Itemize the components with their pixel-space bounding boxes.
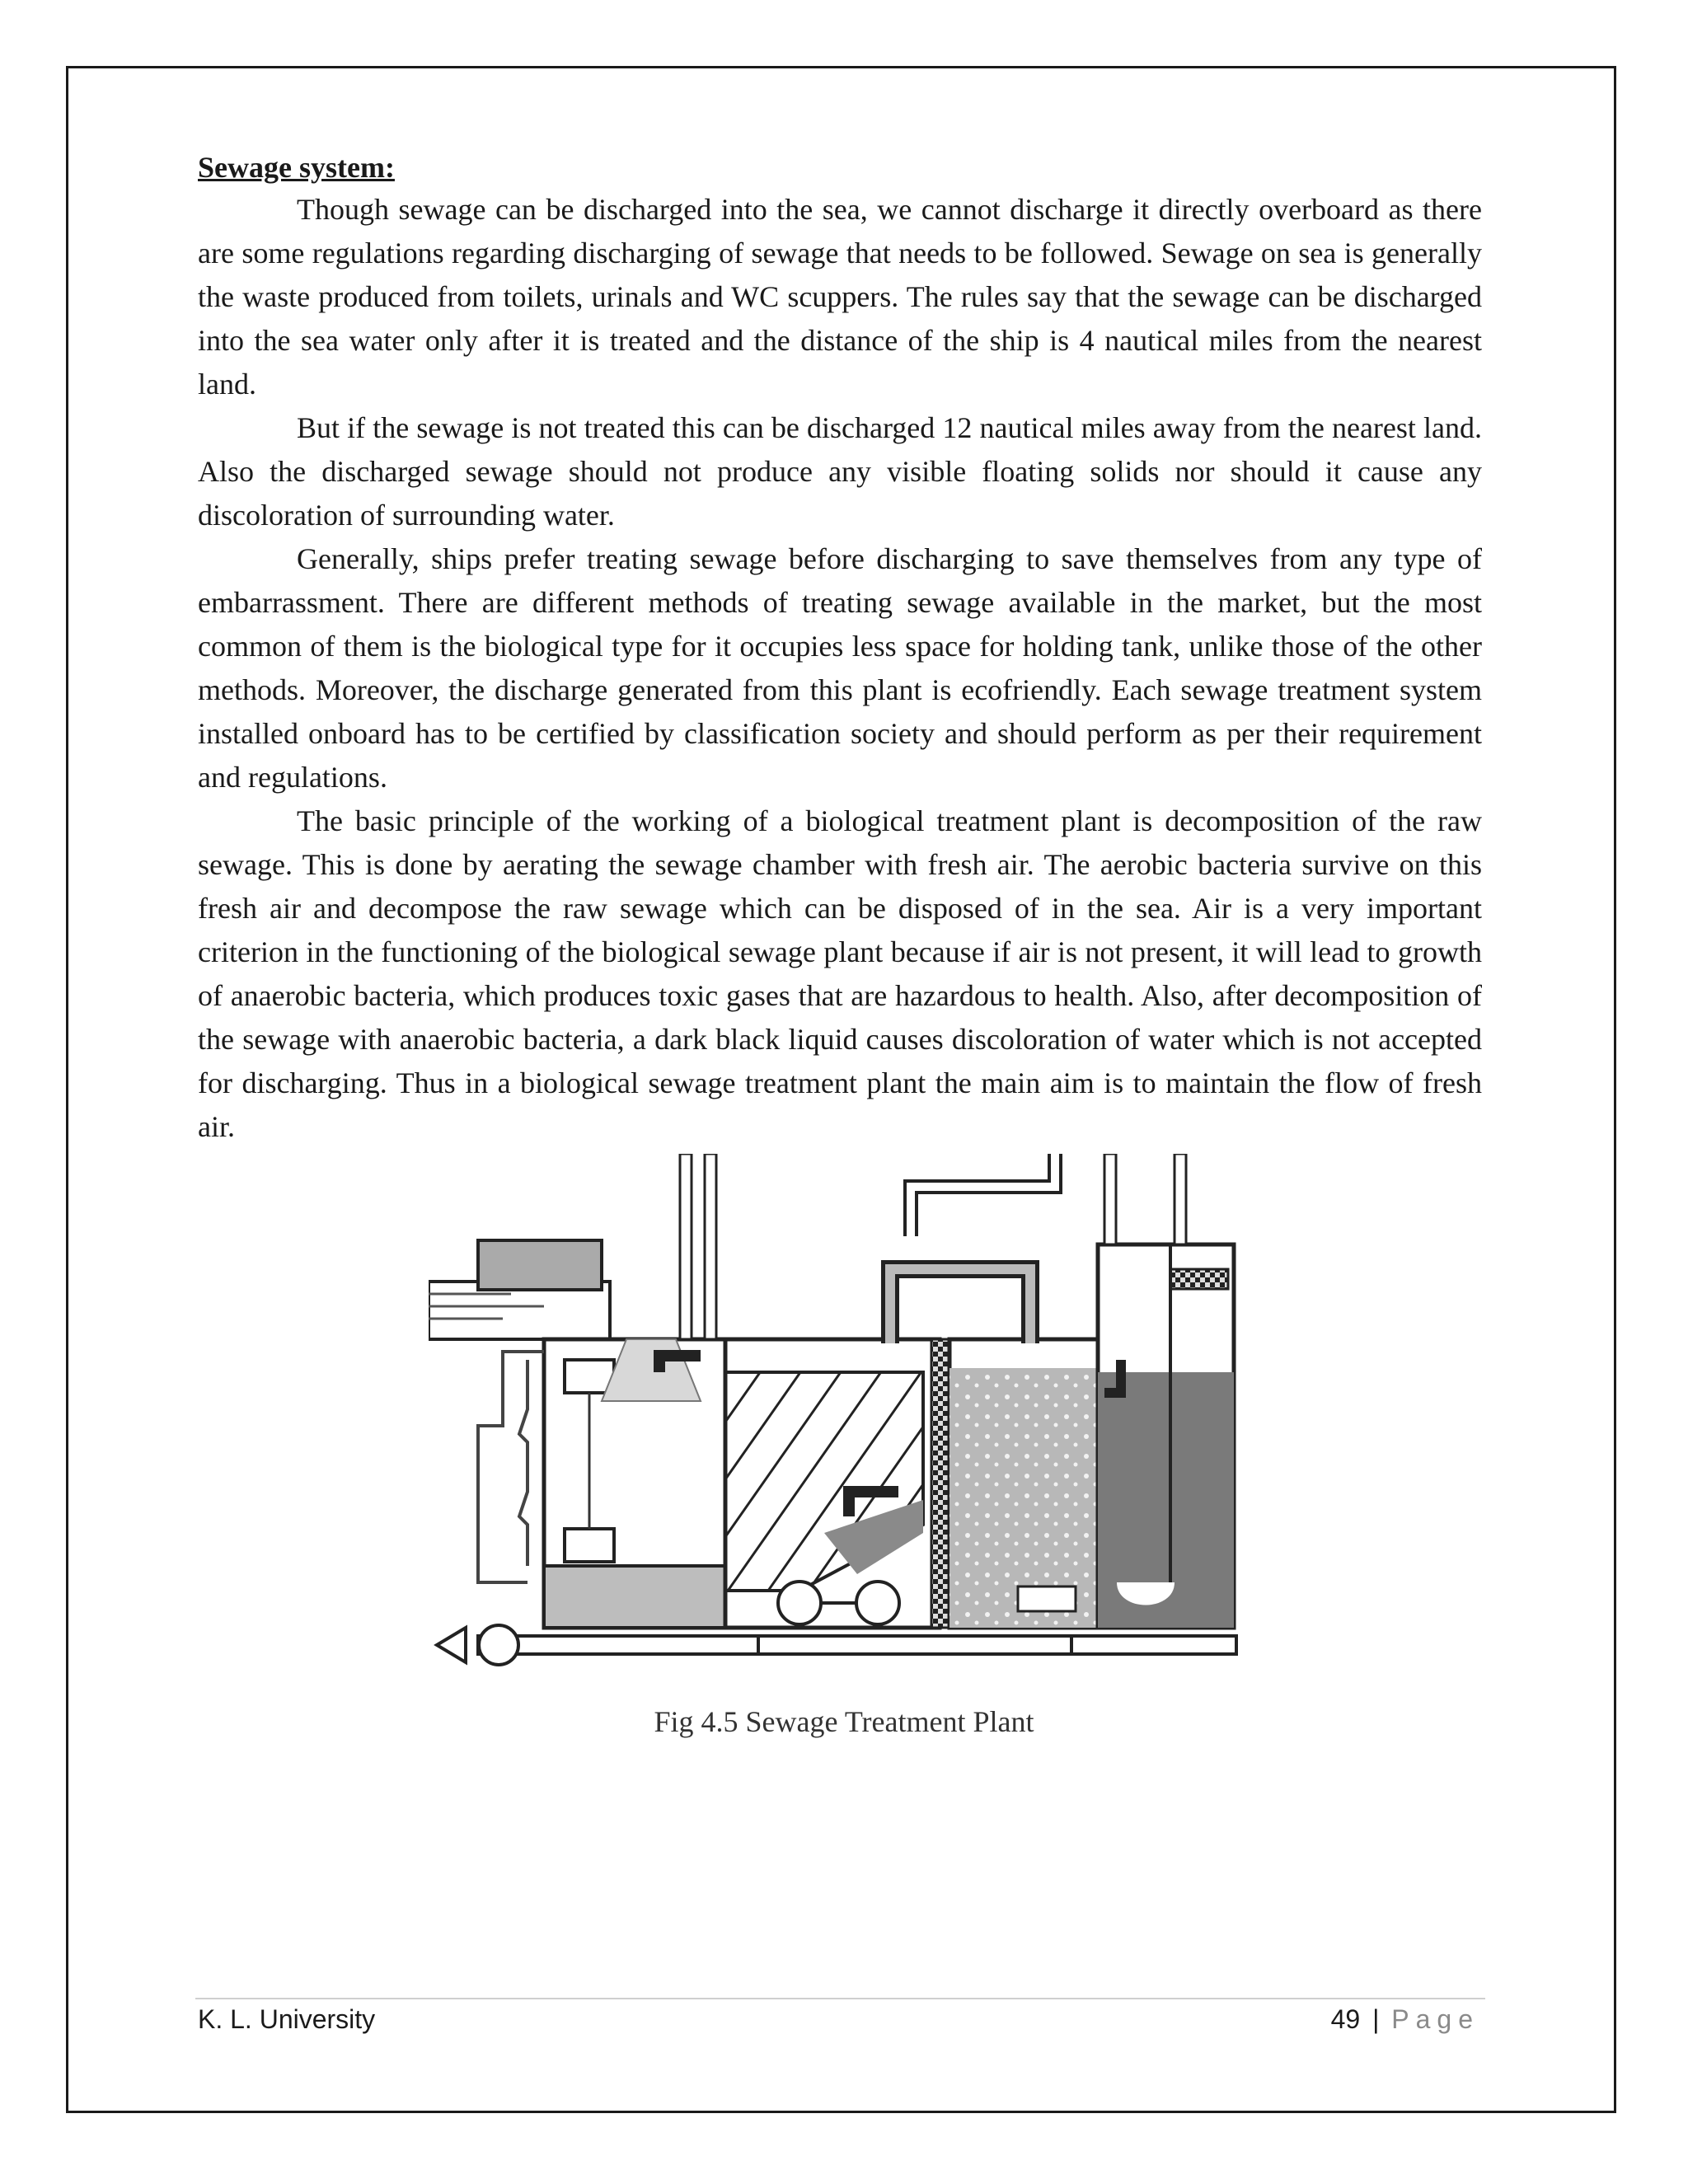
footer-divider xyxy=(195,1998,1485,1999)
section-heading: Sewage system: xyxy=(198,151,395,184)
paragraph-2: But if the sewage is not treated this can be discharged 12 nautical miles away from the nearest land. Also the discharged sewage should not produce any visible floating solids nor should it cause any discoloration of surrounding water. xyxy=(198,411,1482,532)
paragraph-4: The basic principle of the working of a biological treatment plant is decomposition of the raw sewage. This is done by aerating the sewage chamber with fresh air. The aerobic bacteria survive on this fresh air and decompose the raw sewage which can be disposed of in the sea. Air is a very important criterion in the functioning of the biological sewage plant because if air is not present, it will lead to growth of anaerobic bacteria, which produces toxic gases that are hazardous to health. Also, after decomposition of the sewage with anaerobic bacteria, a dark black liquid causes discoloration of water which is not accepted for discharging. Thus in a biological sewage treatment plant the main aim is to maintain the flow of fresh air. xyxy=(198,804,1482,1143)
paragraph-3: Generally, ships prefer treating sewage before discharging to save themselves from any type of embarrassment. There are different methods of treating sewage available in the market, but the most common of them is the biological type for it occupies less space for holding tank, unlike those of the other methods. Moreover, the discharge generated from this plant is ecofriendly. Each sewage treatment system installed onboard has to be certified by classification society and should perform as per their requirement and regulations. xyxy=(198,542,1482,794)
footer-page-indicator xyxy=(1331,2004,1479,2035)
paragraph-1: Though sewage can be discharged into the sea, we cannot discharge it directly overboard as there are some regulations regarding discharging of sewage that needs to be followed. Sewage on sea is generally the waste produced from toilets, urinals and WC scuppers. The rules say that the sewage can be discharged into the sea water only after it is treated and the distance of the ship is 4 nautical miles from the nearest land. xyxy=(198,193,1482,401)
page-label: Page xyxy=(1391,2004,1479,2034)
document-body xyxy=(198,147,1482,1149)
figure-caption: Fig 4.5 Sewage Treatment Plant xyxy=(654,1705,1034,1738)
sewage-plant-diagram xyxy=(429,1154,1253,1681)
footer-institution: K. L. University xyxy=(198,2004,376,2034)
page-number: 49 xyxy=(1330,2004,1361,2034)
page-separator: | xyxy=(1372,2004,1380,2034)
